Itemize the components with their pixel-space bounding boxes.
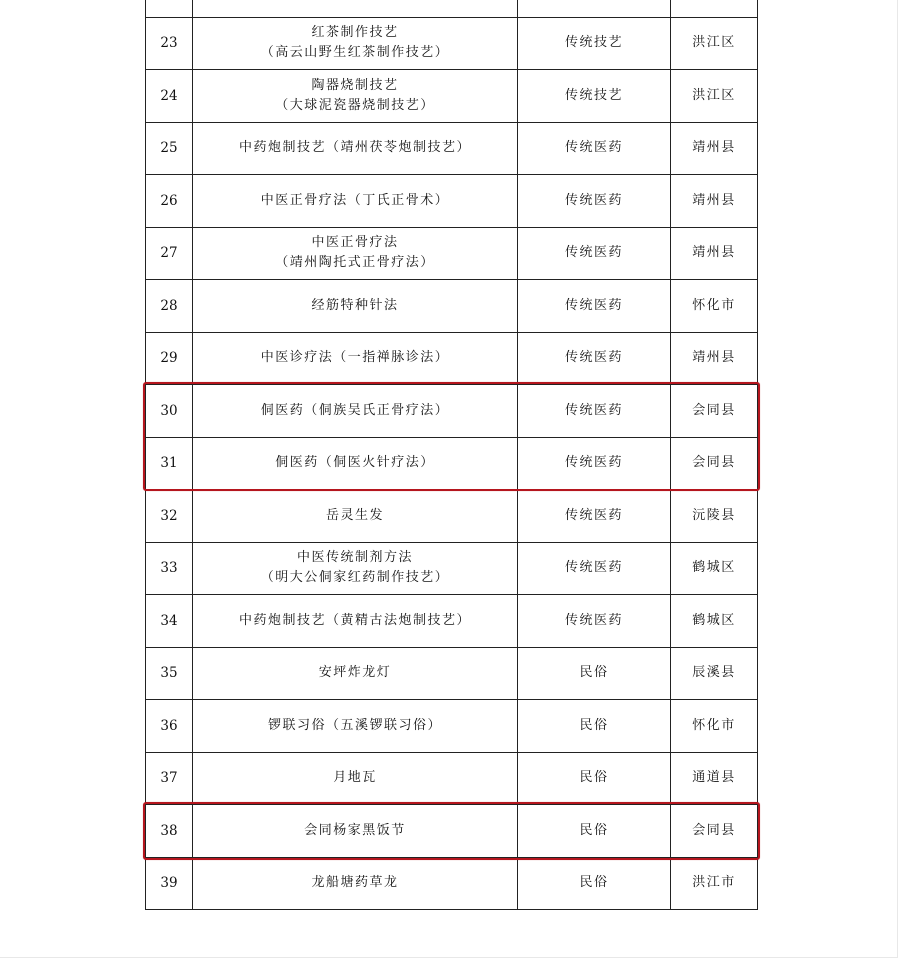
project-name-line: 陶器烧制技艺 (311, 77, 399, 93)
area-cell: 洪江区 (671, 70, 758, 123)
table-row (146, 70, 758, 123)
project-name-cell (193, 332, 518, 385)
area-cell: 洪江区 (671, 17, 758, 70)
row-number-cell: 28 (146, 280, 193, 333)
project-name-line: 安坪炸龙灯 (318, 665, 392, 681)
row-number-cell: 25 (146, 122, 193, 175)
table-row (146, 647, 758, 700)
area-cell: 鹤城区 (671, 542, 758, 595)
row-number-cell: 33 (146, 542, 193, 595)
category-cell: 传统医药 (518, 595, 671, 648)
project-name-line: 经筋特种针法 (311, 297, 399, 313)
project-name-line: （明大公侗家红药制作技艺） (260, 570, 450, 586)
project-name-cell (193, 17, 518, 70)
area-cell: 沅陵县 (671, 490, 758, 543)
table-row (146, 175, 758, 228)
project-name-line: 会同杨家黑饭节 (304, 822, 406, 838)
project-name-cell (193, 490, 518, 543)
category-cell: 传统技艺 (518, 17, 671, 70)
row-number-cell: 32 (146, 490, 193, 543)
row-number-cell: 38 (146, 805, 193, 858)
project-name-line: 中药炮制技艺（黄精古法炮制技艺） (238, 612, 471, 628)
project-name-cell (193, 700, 518, 753)
row-number-cell: 39 (146, 857, 193, 910)
row-number-cell: 26 (146, 175, 193, 228)
category-cell: 传统医药 (518, 542, 671, 595)
project-name-line: 锣联习俗（五溪锣联习俗） (267, 717, 442, 733)
project-name-line: 龙船塘药草龙 (311, 875, 399, 891)
row-number-cell: 36 (146, 700, 193, 753)
area-cell: 靖州县 (671, 332, 758, 385)
table-row (146, 17, 758, 70)
project-name-cell (193, 857, 518, 910)
table-row (146, 595, 758, 648)
project-name-line: 侗医药（侗医火针疗法） (275, 455, 435, 471)
table-row (146, 752, 758, 805)
project-name-cell (193, 122, 518, 175)
project-name-cell (193, 595, 518, 648)
area-cell: 会同县 (671, 437, 758, 490)
area-cell: 靖州县 (671, 227, 758, 280)
project-name-cell (193, 227, 518, 280)
row-number-cell (146, 0, 193, 17)
table-row (146, 857, 758, 910)
highlight-box-rows-30-31 (143, 382, 760, 491)
project-name-line: 中医正骨疗法（丁氏正骨术） (260, 192, 450, 208)
project-name-line: 中医传统制剂方法 (296, 550, 413, 566)
row-number-cell: 30 (146, 385, 193, 438)
highlight-box-row-38 (143, 802, 760, 860)
table-row (146, 490, 758, 543)
project-name-line: （靖州陶托式正骨疗法） (275, 255, 435, 271)
category-cell: 民俗 (518, 857, 671, 910)
row-number-cell: 29 (146, 332, 193, 385)
project-name-line: （大球泥瓷器烧制技艺） (275, 97, 435, 113)
category-cell: 传统医药 (518, 227, 671, 280)
project-name-cell (193, 647, 518, 700)
row-number-cell: 37 (146, 752, 193, 805)
project-name-line: 中医正骨疗法 (311, 235, 399, 251)
project-name-line: 侗医药（侗族吴氏正骨疗法） (260, 402, 450, 418)
category-cell: 传统医药 (518, 490, 671, 543)
category-cell: 传统医药 (518, 385, 671, 438)
area-cell (671, 0, 758, 17)
row-number-cell: 35 (146, 647, 193, 700)
area-cell: 靖州县 (671, 122, 758, 175)
category-cell: 传统技艺 (518, 70, 671, 123)
row-number-cell: 27 (146, 227, 193, 280)
area-cell: 鹤城区 (671, 595, 758, 648)
category-cell: 民俗 (518, 805, 671, 858)
category-cell: 传统医药 (518, 437, 671, 490)
project-name-cell (193, 752, 518, 805)
area-cell: 通道县 (671, 752, 758, 805)
area-cell: 怀化市 (671, 280, 758, 333)
category-cell: 传统医药 (518, 332, 671, 385)
project-name-cell (193, 542, 518, 595)
category-cell (518, 0, 671, 17)
area-cell: 辰溪县 (671, 647, 758, 700)
table-row (146, 122, 758, 175)
row-number-cell: 34 (146, 595, 193, 648)
project-name-line: 岳灵生发 (325, 507, 384, 523)
area-cell: 洪江市 (671, 857, 758, 910)
area-cell: 会同县 (671, 385, 758, 438)
area-cell: 怀化市 (671, 700, 758, 753)
area-cell: 会同县 (671, 805, 758, 858)
project-name-cell (193, 70, 518, 123)
table-row (146, 280, 758, 333)
project-name-cell (193, 0, 518, 17)
category-cell: 传统医药 (518, 175, 671, 228)
project-name-cell (193, 280, 518, 333)
table-row (146, 700, 758, 753)
row-number-cell: 23 (146, 17, 193, 70)
row-number-cell: 31 (146, 437, 193, 490)
project-name-line: 中医诊疗法（一指禅脉诊法） (260, 350, 450, 366)
project-name-line: 红茶制作技艺 (311, 25, 399, 41)
row-number-cell: 24 (146, 70, 193, 123)
project-name-line: （高云山野生红茶制作技艺） (260, 45, 450, 61)
category-cell: 民俗 (518, 752, 671, 805)
area-cell: 靖州县 (671, 175, 758, 228)
category-cell: 传统医药 (518, 280, 671, 333)
table-row (146, 542, 758, 595)
category-cell: 民俗 (518, 647, 671, 700)
project-name-cell (193, 175, 518, 228)
table-row (146, 332, 758, 385)
table-row (146, 0, 758, 17)
table-row (146, 227, 758, 280)
project-name-line: 月地瓦 (333, 770, 377, 786)
category-cell: 传统医药 (518, 122, 671, 175)
category-cell: 民俗 (518, 700, 671, 753)
project-name-line: 中药炮制技艺（靖州茯苓炮制技艺） (238, 140, 471, 156)
